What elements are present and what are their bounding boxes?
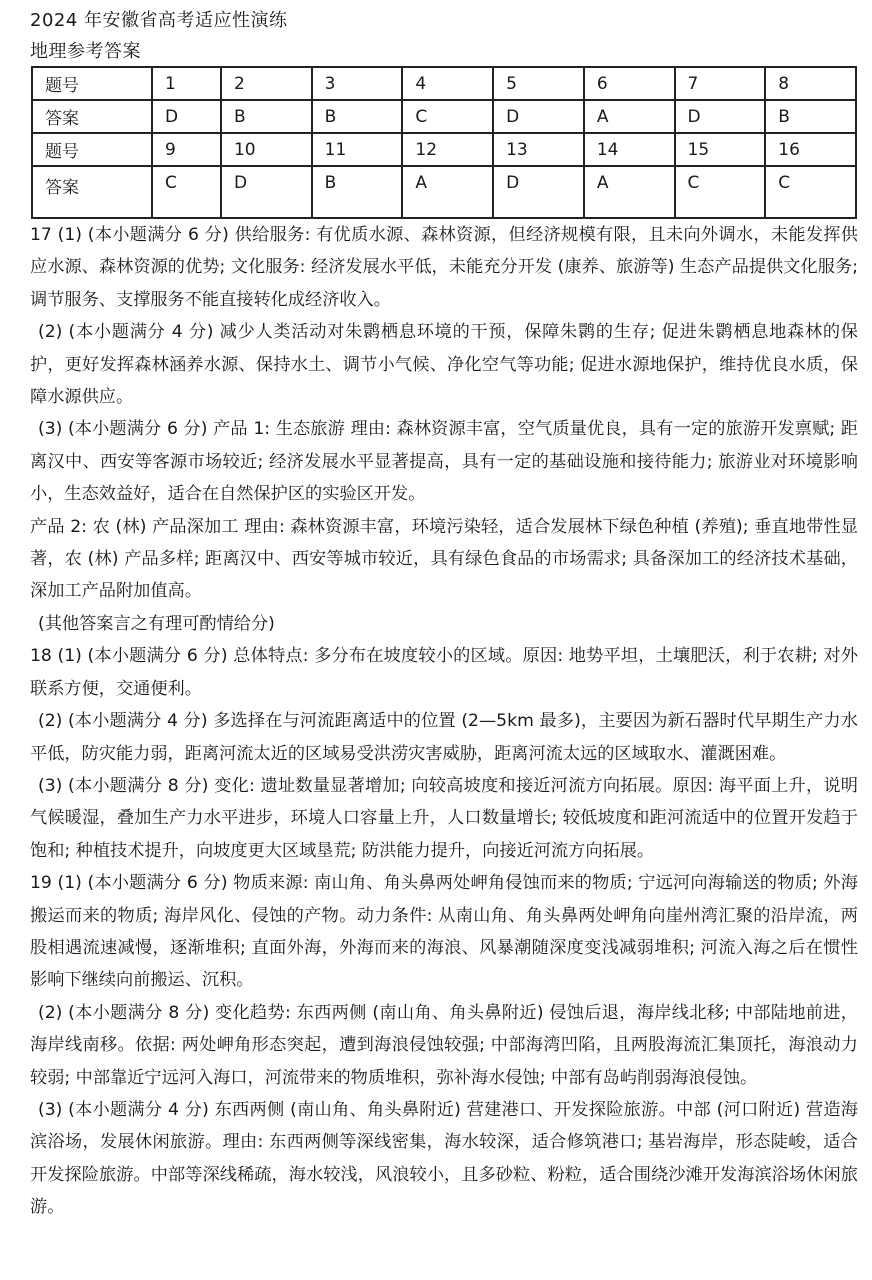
row-label: 题号 — [32, 67, 152, 100]
q17-note: (其他答案言之有理可酌情给分) — [38, 613, 275, 634]
answer-cell: C — [402, 100, 493, 133]
question-number: 4 — [402, 67, 493, 100]
q17-part2: (2) (本小题满分 4 分) 减少人类活动对朱鹮栖息环境的干预，保障朱鹮的生存; 促进朱鹮栖息地森林的保护，更好发挥森林涵养水源、保持水土、调节小气候、净化空气等功能; 促进水源地保护，维持优良水质，保障水源供应。 — [30, 322, 858, 408]
row-label: 答案 — [32, 166, 152, 218]
answer-cell: C — [675, 166, 766, 218]
document-title: 2024 年安徽省高考适应性演练 — [30, 10, 288, 31]
q17-part3-product2: 产品 2: 农 (林) 产品深加工 理由: 森林资源丰富，环境污染轻，适合发展林下绿色种植 (养殖); 垂直地带性显著，农 (林) 产品多样; 距离汉中、西安等城市较近，具有绿色食品的市场需求; 具备深加工的经济技术基础，深加工产品附加值高。 — [30, 516, 858, 602]
answer-cell: B — [312, 166, 403, 218]
question-number: 9 — [152, 133, 221, 166]
question-number: 10 — [221, 133, 312, 166]
document-subtitle: 地理参考答案 — [30, 41, 141, 62]
q18-part2: (2) (本小题满分 4 分) 多选择在与河流距离适中的位置 (2—5km 最多)，主要因为新石器时代早期生产力水平低，防灾能力弱，距离河流太近的区域易受洪涝灾害威胁，距离河流太远的区域取水、灌溉困难。 — [30, 711, 858, 764]
table-row-answers-2 — [32, 166, 856, 218]
question-number: 7 — [675, 67, 766, 100]
answer-cell: B — [765, 100, 856, 133]
row-label: 题号 — [32, 133, 152, 166]
q19-part2: (2) (本小题满分 8 分) 变化趋势: 东西两侧 (南山角、角头鼻附近) 侵蚀后退，海岸线北移; 中部陆地前进，海岸线南移。依据: 两处岬角形态突起，遭到海浪侵蚀较强; 中部海湾凹陷，且两股海流汇集顶托，海浪动力较弱; 中部靠近宁远河入海口，河流带来的物质堆积，弥补海水侵蚀; 中部有岛屿削弱海浪侵蚀。 — [30, 1002, 858, 1088]
table-row-answers-1 — [32, 100, 856, 133]
question-number: 1 — [152, 67, 221, 100]
answer-cell: D — [493, 100, 584, 133]
answer-cell: D — [221, 166, 312, 218]
answer-cell: B — [312, 100, 403, 133]
answer-cell: C — [152, 166, 221, 218]
row-label: 答案 — [32, 100, 152, 133]
q18-part3: (3) (本小题满分 8 分) 变化: 遗址数量显著增加; 向较高坡度和接近河流方向拓展。原因: 海平面上升，说明气候暖湿，叠加生产力水平进步，环境人口容量上升，人口数量增长; 较低坡度和距河流适中的位置开发趋于饱和; 种植技术提升，向坡度更大区域垦荒; 防洪能力提升，向接近河流方向拓展。 — [30, 775, 858, 861]
answer-explanations — [30, 219, 858, 1224]
q17-part3-product1: (3) (本小题满分 6 分) 产品 1: 生态旅游 理由: 森林资源丰富，空气质量优良，具有一定的旅游开发禀赋; 距离汉中、西安等客源市场较近; 经济发展水平显著提高，具有一定的基础设施和接待能力; 旅游业对环境影响小，生态效益好，适合在自然保护区的实验区开发。 — [30, 419, 858, 505]
answer-cell: C — [765, 166, 856, 218]
answer-cell: A — [584, 166, 675, 218]
answer-cell: A — [584, 100, 675, 133]
question-number: 8 — [765, 67, 856, 100]
table-row-numbers-2 — [32, 133, 856, 166]
question-number: 12 — [402, 133, 493, 166]
table-row-numbers-1 — [32, 67, 856, 100]
answer-cell: D — [152, 100, 221, 133]
q17-part1: 17 (1) (本小题满分 6 分) 供给服务: 有优质水源、森林资源，但经济规模有限，且未向外调水，未能发挥供应水源、森林资源的优势; 文化服务: 经济发展水平低，未能充分开发 (康养、旅游等) 生态产品提供文化服务; 调节服务、支撑服务不能直接转化成经济收入。 — [30, 225, 858, 310]
question-number: 15 — [675, 133, 766, 166]
q19-part1: 19 (1) (本小题满分 6 分) 物质来源: 南山角、角头鼻两处岬角侵蚀而来的物质; 宁远河向海输送的物质; 外海搬运而来的物质; 海岸风化、侵蚀的产物。动力条件: 从南山角、角头鼻两处岬角向崖州湾汇聚的沿岸流，两股相遇流速减慢，逐渐堆积; 直面外海，外海而来的海浪、风暴潮随深度变浅减弱堆积; 河流入海之后在惯性影响下继续向前搬运、沉积。 — [30, 873, 858, 991]
question-number: 6 — [584, 67, 675, 100]
answer-cell: A — [402, 166, 493, 218]
question-number: 14 — [584, 133, 675, 166]
question-number: 16 — [765, 133, 856, 166]
question-number: 11 — [312, 133, 403, 166]
answer-table — [31, 66, 857, 219]
question-number: 5 — [493, 67, 584, 100]
question-number: 3 — [312, 67, 403, 100]
answer-cell: B — [221, 100, 312, 133]
answer-cell: D — [675, 100, 766, 133]
q18-part1: 18 (1) (本小题满分 6 分) 总体特点: 多分布在坡度较小的区域。原因: 地势平坦，土壤肥沃，利于农耕; 对外联系方便，交通便利。 — [30, 646, 858, 699]
question-number: 2 — [221, 67, 312, 100]
q19-part3: (3) (本小题满分 4 分) 东西两侧 (南山角、角头鼻附近) 营建港口、开发探险旅游。中部 (河口附近) 营造海滨浴场，发展休闲旅游。理由: 东西两侧等深线密集，海水较深，适合修筑港口; 基岩海岸，形态陡峻，适合开发探险旅游。中部等深线稀疏，海水较浅，风浪较小，且多砂粒、粉粒，适合围绕沙滩开发海滨浴场休闲旅游。 — [30, 1099, 858, 1218]
question-number: 13 — [493, 133, 584, 166]
answer-cell: D — [493, 166, 584, 218]
